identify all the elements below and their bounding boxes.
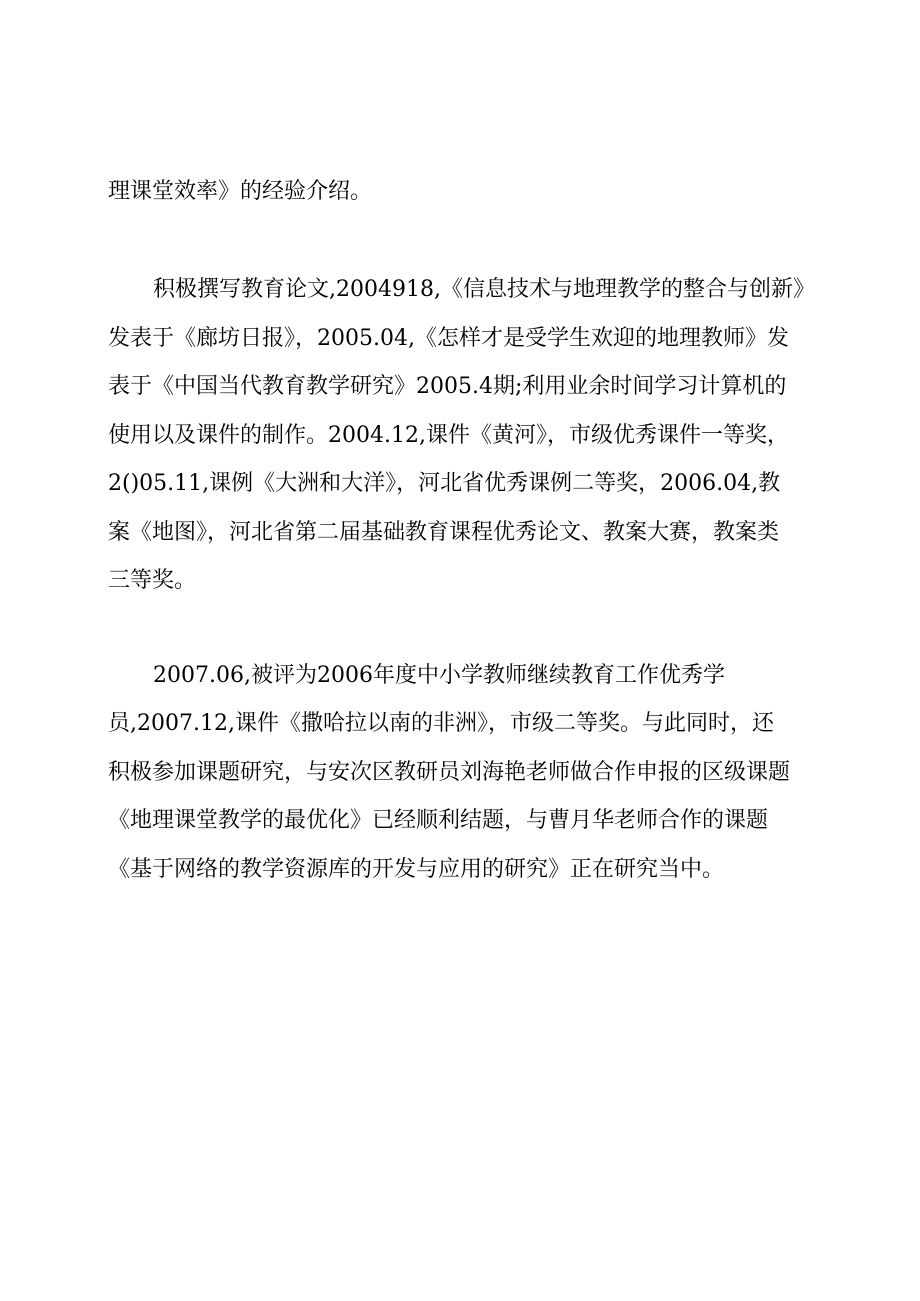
paragraph-3-line-5: 《基于网络的教学资源库的开发与应用的研究》正在研究当中。 <box>108 857 725 882</box>
paragraph-2-line-7: 三等奖。 <box>108 568 197 593</box>
paragraph-2-line-5: 2()05.11,课例《大洲和大洋》，河北省优秀课例二等奖，2006.04,教 <box>108 471 781 496</box>
paragraph-2-line-2: 发表于《廊坊日报》，2005.04,《怎样才是受学生欢迎的地理教师》发 <box>108 326 789 351</box>
paragraph-1-line-1: 理课堂效率》的经验介绍。 <box>108 179 373 204</box>
paragraph-3-line-1: 2007.06,被评为2006年度中小学教师继续教育工作优秀学 <box>153 663 725 688</box>
paragraph-2-line-4: 使用以及课件的制作。2004.12,课件《黄河》，市级优秀课件一等奖， <box>108 423 789 448</box>
paragraph-2-line-1: 积极撰写教育论文,2004918,《信息技术与地理教学的整合与创新》 <box>153 277 815 302</box>
paragraph-2-line-3: 表于《中国当代教育教学研究》2005.4期;利用业余时间学习计算机的 <box>108 374 787 399</box>
paragraph-3-line-3: 积极参加课题研究，与安次区教研员刘海艳老师做合作申报的区级课题 <box>108 760 791 785</box>
paragraph-2-line-6: 案《地图》，河北省第二届基础教育课程优秀论文、教案大赛，教案类 <box>108 520 780 545</box>
paragraph-3-line-2: 员,2007.12,课件《撒哈拉以南的非洲》，市级二等奖。与此同时，还 <box>108 711 774 736</box>
paragraph-3-line-4: 《地理课堂教学的最优化》已经顺利结题，与曹月华老师合作的课题 <box>108 808 769 833</box>
